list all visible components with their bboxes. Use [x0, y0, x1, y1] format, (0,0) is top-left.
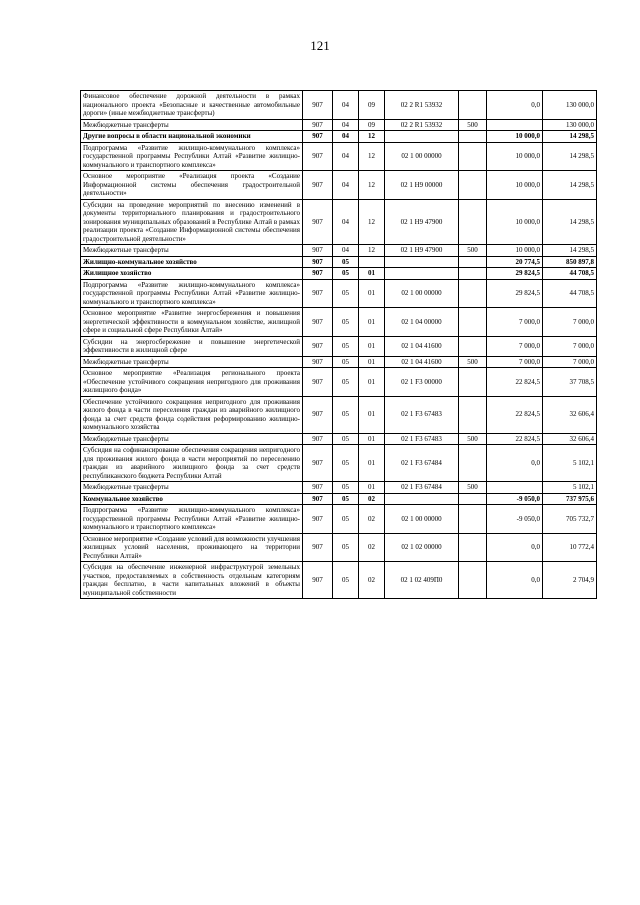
table-row [81, 256, 597, 268]
row-ved-cell: 907 [303, 433, 333, 445]
row-expense-type-cell [459, 368, 487, 397]
row-section-cell: 05 [333, 533, 359, 562]
table-row [81, 268, 597, 280]
row-amount-change-cell: 10 000,0 [487, 131, 543, 143]
row-target-article-cell [385, 131, 459, 143]
table-row [81, 199, 597, 245]
row-expense-type-cell [459, 505, 487, 534]
row-name-cell: Субсидия на обеспечение инженерной инфраструктурой земельных участков, предоставляемых в собственность отдельным категориям граждан бесплатно, в части капитальных вложений в объекты муниципальной собственности [81, 562, 303, 599]
row-expense-type-cell: 500 [459, 356, 487, 368]
row-target-article-cell: 02 1 F3 67483 [385, 433, 459, 445]
row-target-article-cell [385, 493, 459, 505]
row-amount-total-cell: 850 897,8 [543, 256, 597, 268]
table-row [81, 433, 597, 445]
row-expense-type-cell [459, 171, 487, 200]
row-section-cell: 05 [333, 308, 359, 337]
table-row [81, 396, 597, 433]
row-subsection-cell: 01 [359, 336, 385, 356]
row-subsection-cell: 01 [359, 445, 385, 482]
row-name-cell: Основное мероприятие «Развитие энергосбережения и повышения энергетической эффективности в коммунальном хозяйстве, жилищной сфере и социальной сфере Республики Алтай» [81, 308, 303, 337]
row-ved-cell: 907 [303, 308, 333, 337]
row-amount-total-cell: 32 606,4 [543, 433, 597, 445]
row-amount-change-cell: 7 000,0 [487, 308, 543, 337]
row-name-cell: Жилищное хозяйство [81, 268, 303, 280]
row-target-article-cell: 02 2 R1 53932 [385, 119, 459, 131]
row-section-cell: 05 [333, 482, 359, 494]
row-expense-type-cell: 500 [459, 482, 487, 494]
table-row [81, 279, 597, 308]
row-expense-type-cell [459, 336, 487, 356]
row-target-article-cell: 02 2 R1 53932 [385, 91, 459, 120]
row-subsection-cell: 01 [359, 279, 385, 308]
row-name-cell: Субсидия на софинансирование обеспечения сокращения непригодного для проживания жилого фонда в части мероприятий по переселению граждан из аварийного жилищного фонда за счет средств республиканского бюджета Республики Алтай [81, 445, 303, 482]
row-name-cell: Межбюджетные трансферты [81, 356, 303, 368]
row-section-cell: 04 [333, 245, 359, 257]
row-amount-total-cell: 5 102,1 [543, 482, 597, 494]
row-subsection-cell: 01 [359, 396, 385, 433]
row-name-cell: Финансовое обеспечение дорожной деятельности в рамках национального проекта «Безопасные и качественные автомобильные дороги» (иные межбюджетные трансферты) [81, 91, 303, 120]
row-target-article-cell: 02 1 04 41600 [385, 336, 459, 356]
row-amount-change-cell: 22 824,5 [487, 396, 543, 433]
row-subsection-cell: 02 [359, 533, 385, 562]
row-name-cell: Подпрограмма «Развитие жилищно-коммунального комплекса» государственной программы Республики Алтай «Развитие жилищно-коммунального и транспортного комплекса» [81, 142, 303, 171]
row-ved-cell: 907 [303, 445, 333, 482]
row-section-cell: 05 [333, 279, 359, 308]
row-expense-type-cell [459, 396, 487, 433]
budget-table [80, 90, 597, 599]
row-name-cell: Основное мероприятие «Создание условий для возможности улучшения жилищных условий населения, проживающего на территории Республики Алтай» [81, 533, 303, 562]
row-name-cell: Основное мероприятие «Реализация регионального проекта «Обеспечение устойчивого сокращения непригодного для проживания жилищного фонда» [81, 368, 303, 397]
row-ved-cell: 907 [303, 142, 333, 171]
row-name-cell: Субсидии на проведение мероприятий по внесению изменений в документы территориального планирования и градостроительного зонирования муниципальных образований в Республике Алтай в рамках реализации проекта «Создание Информационной системы обеспечения градостроительной деятельности» [81, 199, 303, 245]
row-amount-total-cell: 14 298,5 [543, 245, 597, 257]
row-name-cell: Подпрограмма «Развитие жилищно-коммунального комплекса» государственной программы Республики Алтай «Развитие жилищно-коммунального и транспортного комплекса» [81, 279, 303, 308]
row-subsection-cell: 01 [359, 268, 385, 280]
row-target-article-cell: 02 1 00 00000 [385, 279, 459, 308]
row-ved-cell: 907 [303, 493, 333, 505]
row-amount-total-cell: 5 102,1 [543, 445, 597, 482]
row-section-cell: 04 [333, 199, 359, 245]
row-ved-cell: 907 [303, 368, 333, 397]
row-subsection-cell: 09 [359, 91, 385, 120]
row-amount-total-cell: 37 708,5 [543, 368, 597, 397]
row-target-article-cell: 02 1 02 00000 [385, 533, 459, 562]
row-amount-change-cell: 29 824,5 [487, 279, 543, 308]
row-amount-total-cell: 44 708,5 [543, 268, 597, 280]
row-expense-type-cell [459, 268, 487, 280]
row-amount-total-cell: 7 000,0 [543, 336, 597, 356]
row-target-article-cell: 02 1 04 00000 [385, 308, 459, 337]
row-amount-change-cell: 0,0 [487, 562, 543, 599]
row-amount-total-cell: 32 606,4 [543, 396, 597, 433]
row-target-article-cell: 02 1 Н9 47900 [385, 199, 459, 245]
row-name-cell: Коммунальное хозяйство [81, 493, 303, 505]
table-row [81, 356, 597, 368]
row-amount-total-cell: 14 298,5 [543, 199, 597, 245]
row-section-cell: 05 [333, 268, 359, 280]
row-ved-cell: 907 [303, 396, 333, 433]
row-expense-type-cell [459, 445, 487, 482]
table-row [81, 245, 597, 257]
row-ved-cell: 907 [303, 279, 333, 308]
budget-table-body [81, 91, 597, 599]
row-expense-type-cell [459, 142, 487, 171]
row-section-cell: 04 [333, 171, 359, 200]
row-name-cell: Межбюджетные трансферты [81, 245, 303, 257]
row-expense-type-cell: 500 [459, 433, 487, 445]
row-target-article-cell: 02 1 F3 00000 [385, 368, 459, 397]
table-row [81, 119, 597, 131]
row-subsection-cell [359, 256, 385, 268]
row-target-article-cell: 02 1 02 409П0 [385, 562, 459, 599]
row-expense-type-cell [459, 493, 487, 505]
row-amount-change-cell: -9 050,0 [487, 493, 543, 505]
row-name-cell: Подпрограмма «Развитие жилищно-коммунального комплекса» государственной программы Республики Алтай «Развитие жилищно-коммунального и транспортного комплекса» [81, 505, 303, 534]
row-target-article-cell: 02 1 Н9 47900 [385, 245, 459, 257]
row-amount-total-cell: 737 975,6 [543, 493, 597, 505]
row-name-cell: Основное мероприятие «Реализация проекта «Создание Информационной системы обеспечения градостроительной деятельности» [81, 171, 303, 200]
row-ved-cell: 907 [303, 91, 333, 120]
row-amount-total-cell: 10 772,4 [543, 533, 597, 562]
row-expense-type-cell [459, 256, 487, 268]
row-name-cell: Межбюджетные трансферты [81, 433, 303, 445]
row-section-cell: 05 [333, 505, 359, 534]
row-section-cell: 05 [333, 356, 359, 368]
row-amount-change-cell: 10 000,0 [487, 142, 543, 171]
row-name-cell: Обеспечение устойчивого сокращения непригодного для проживания жилого фонда в части переселения граждан из аварийного жилищного фонда за счет средств фонда содействия реформированию жилищно-коммунального хозяйства [81, 396, 303, 433]
row-amount-change-cell [487, 119, 543, 131]
row-name-cell: Субсидии на энергосбережение и повышение энергетической эффективности в жилищной сфере [81, 336, 303, 356]
row-subsection-cell: 01 [359, 308, 385, 337]
row-subsection-cell: 12 [359, 199, 385, 245]
row-amount-change-cell: 10 000,0 [487, 199, 543, 245]
row-amount-change-cell: 22 824,5 [487, 433, 543, 445]
row-amount-change-cell: 0,0 [487, 445, 543, 482]
row-amount-total-cell: 7 000,0 [543, 308, 597, 337]
table-row [81, 482, 597, 494]
row-subsection-cell: 02 [359, 493, 385, 505]
row-ved-cell: 907 [303, 562, 333, 599]
row-amount-change-cell: 7 000,0 [487, 356, 543, 368]
row-amount-change-cell: -9 050,0 [487, 505, 543, 534]
row-amount-change-cell: 0,0 [487, 91, 543, 120]
row-subsection-cell: 12 [359, 171, 385, 200]
row-subsection-cell: 12 [359, 142, 385, 171]
table-row [81, 562, 597, 599]
row-amount-change-cell: 20 774,5 [487, 256, 543, 268]
row-section-cell: 05 [333, 445, 359, 482]
table-row [81, 336, 597, 356]
row-ved-cell: 907 [303, 119, 333, 131]
row-subsection-cell: 02 [359, 505, 385, 534]
table-row [81, 171, 597, 200]
table-row [81, 493, 597, 505]
row-section-cell: 04 [333, 119, 359, 131]
row-subsection-cell: 09 [359, 119, 385, 131]
row-amount-total-cell: 14 298,5 [543, 131, 597, 143]
table-row [81, 505, 597, 534]
page-number: 121 [310, 38, 330, 53]
row-expense-type-cell [459, 199, 487, 245]
row-amount-total-cell: 7 000,0 [543, 356, 597, 368]
row-target-article-cell [385, 256, 459, 268]
row-section-cell: 05 [333, 493, 359, 505]
row-section-cell: 05 [333, 256, 359, 268]
row-target-article-cell: 02 1 00 00000 [385, 142, 459, 171]
row-amount-change-cell: 22 824,5 [487, 368, 543, 397]
row-ved-cell: 907 [303, 268, 333, 280]
row-ved-cell: 907 [303, 131, 333, 143]
row-expense-type-cell [459, 308, 487, 337]
table-row [81, 368, 597, 397]
row-amount-change-cell: 10 000,0 [487, 171, 543, 200]
row-target-article-cell: 02 1 F3 67484 [385, 445, 459, 482]
table-row [81, 142, 597, 171]
row-target-article-cell [385, 268, 459, 280]
row-amount-total-cell: 14 298,5 [543, 142, 597, 171]
row-expense-type-cell [459, 562, 487, 599]
row-ved-cell: 907 [303, 356, 333, 368]
row-subsection-cell: 01 [359, 482, 385, 494]
row-ved-cell: 907 [303, 533, 333, 562]
row-subsection-cell: 12 [359, 131, 385, 143]
row-section-cell: 05 [333, 396, 359, 433]
row-amount-total-cell: 14 298,5 [543, 171, 597, 200]
row-expense-type-cell: 500 [459, 245, 487, 257]
row-ved-cell: 907 [303, 199, 333, 245]
row-target-article-cell: 02 1 F3 67484 [385, 482, 459, 494]
row-name-cell: Другие вопросы в области национальной экономики [81, 131, 303, 143]
row-ved-cell: 907 [303, 336, 333, 356]
row-amount-total-cell: 705 732,7 [543, 505, 597, 534]
row-name-cell: Жилищно-коммунальное хозяйство [81, 256, 303, 268]
row-section-cell: 05 [333, 368, 359, 397]
row-section-cell: 05 [333, 336, 359, 356]
row-ved-cell: 907 [303, 505, 333, 534]
row-name-cell: Межбюджетные трансферты [81, 119, 303, 131]
row-ved-cell: 907 [303, 171, 333, 200]
row-subsection-cell: 01 [359, 356, 385, 368]
row-ved-cell: 907 [303, 256, 333, 268]
row-expense-type-cell [459, 533, 487, 562]
row-amount-change-cell: 7 000,0 [487, 336, 543, 356]
row-section-cell: 05 [333, 433, 359, 445]
row-expense-type-cell [459, 91, 487, 120]
table-row [81, 91, 597, 120]
row-section-cell: 04 [333, 131, 359, 143]
row-expense-type-cell [459, 131, 487, 143]
row-target-article-cell: 02 1 04 41600 [385, 356, 459, 368]
row-subsection-cell: 01 [359, 433, 385, 445]
row-subsection-cell: 02 [359, 562, 385, 599]
row-expense-type-cell: 500 [459, 119, 487, 131]
row-amount-change-cell [487, 482, 543, 494]
row-amount-total-cell: 2 704,9 [543, 562, 597, 599]
table-row [81, 131, 597, 143]
row-amount-total-cell: 130 000,0 [543, 91, 597, 120]
row-amount-change-cell: 10 000,0 [487, 245, 543, 257]
row-name-cell: Межбюджетные трансферты [81, 482, 303, 494]
row-ved-cell: 907 [303, 482, 333, 494]
row-amount-change-cell: 0,0 [487, 533, 543, 562]
row-subsection-cell: 12 [359, 245, 385, 257]
row-target-article-cell: 02 1 00 00000 [385, 505, 459, 534]
table-row [81, 533, 597, 562]
row-target-article-cell: 02 1 Н9 00000 [385, 171, 459, 200]
row-section-cell: 04 [333, 142, 359, 171]
row-target-article-cell: 02 1 F3 67483 [385, 396, 459, 433]
row-amount-total-cell: 44 708,5 [543, 279, 597, 308]
table-row [81, 308, 597, 337]
row-section-cell: 04 [333, 91, 359, 120]
row-ved-cell: 907 [303, 245, 333, 257]
table-row [81, 445, 597, 482]
row-amount-total-cell: 130 000,0 [543, 119, 597, 131]
row-section-cell: 05 [333, 562, 359, 599]
row-amount-change-cell: 29 824,5 [487, 268, 543, 280]
row-expense-type-cell [459, 279, 487, 308]
row-subsection-cell: 01 [359, 368, 385, 397]
